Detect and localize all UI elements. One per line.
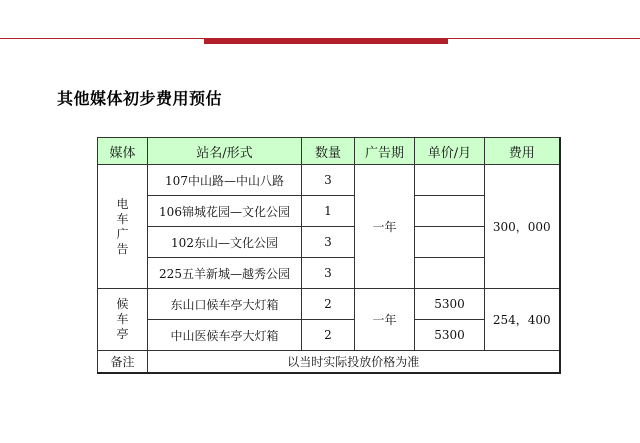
unit-price-cell: 5300 bbox=[415, 320, 485, 351]
media-budget-table bbox=[97, 137, 561, 374]
note-row bbox=[98, 351, 560, 373]
station-cell: 106锦城花园—文化公园 bbox=[148, 196, 302, 227]
media-cell-tram bbox=[98, 165, 148, 289]
station-cell: 中山医候车亭大灯箱 bbox=[148, 320, 302, 351]
period-cell: 一年 bbox=[355, 289, 415, 351]
quantity-cell: 2 bbox=[302, 289, 355, 320]
note-text: 以当时实际投放价格为准 bbox=[148, 351, 560, 373]
note-label: 备注 bbox=[98, 351, 148, 373]
header-cost: 费用 bbox=[485, 138, 560, 165]
cost-cell: 254，400 bbox=[485, 289, 560, 351]
unit-price-cell bbox=[415, 227, 485, 258]
media-label: 候车亭 bbox=[116, 297, 129, 341]
quantity-cell: 2 bbox=[302, 320, 355, 351]
header-unit-price: 单价/月 bbox=[415, 138, 485, 165]
header-period: 广告期 bbox=[355, 138, 415, 165]
header-accent-bar bbox=[204, 39, 448, 44]
unit-price-cell bbox=[415, 165, 485, 196]
period-cell: 一年 bbox=[355, 165, 415, 289]
media-cell-bus-shelter bbox=[98, 289, 148, 351]
unit-price-cell: 5300 bbox=[415, 289, 485, 320]
header-quantity: 数量 bbox=[302, 138, 355, 165]
station-cell: 225五羊新城—越秀公园 bbox=[148, 258, 302, 289]
quantity-cell: 3 bbox=[302, 227, 355, 258]
header-station: 站名/形式 bbox=[148, 138, 302, 165]
quantity-cell: 1 bbox=[302, 196, 355, 227]
station-cell: 102东山—文化公园 bbox=[148, 227, 302, 258]
station-cell: 东山口候车亭大灯箱 bbox=[148, 289, 302, 320]
quantity-cell: 3 bbox=[302, 258, 355, 289]
table-row bbox=[98, 289, 560, 320]
unit-price-cell bbox=[415, 258, 485, 289]
slide-title: 其他媒体初步费用预估 bbox=[57, 89, 223, 108]
table-header-row bbox=[98, 138, 560, 165]
media-label: 电车广告 bbox=[116, 196, 129, 256]
table-row bbox=[98, 165, 560, 196]
header-media: 媒体 bbox=[98, 138, 148, 165]
unit-price-cell bbox=[415, 196, 485, 227]
station-cell: 107中山路—中山八路 bbox=[148, 165, 302, 196]
cost-cell: 300，000 bbox=[485, 165, 560, 289]
quantity-cell: 3 bbox=[302, 165, 355, 196]
